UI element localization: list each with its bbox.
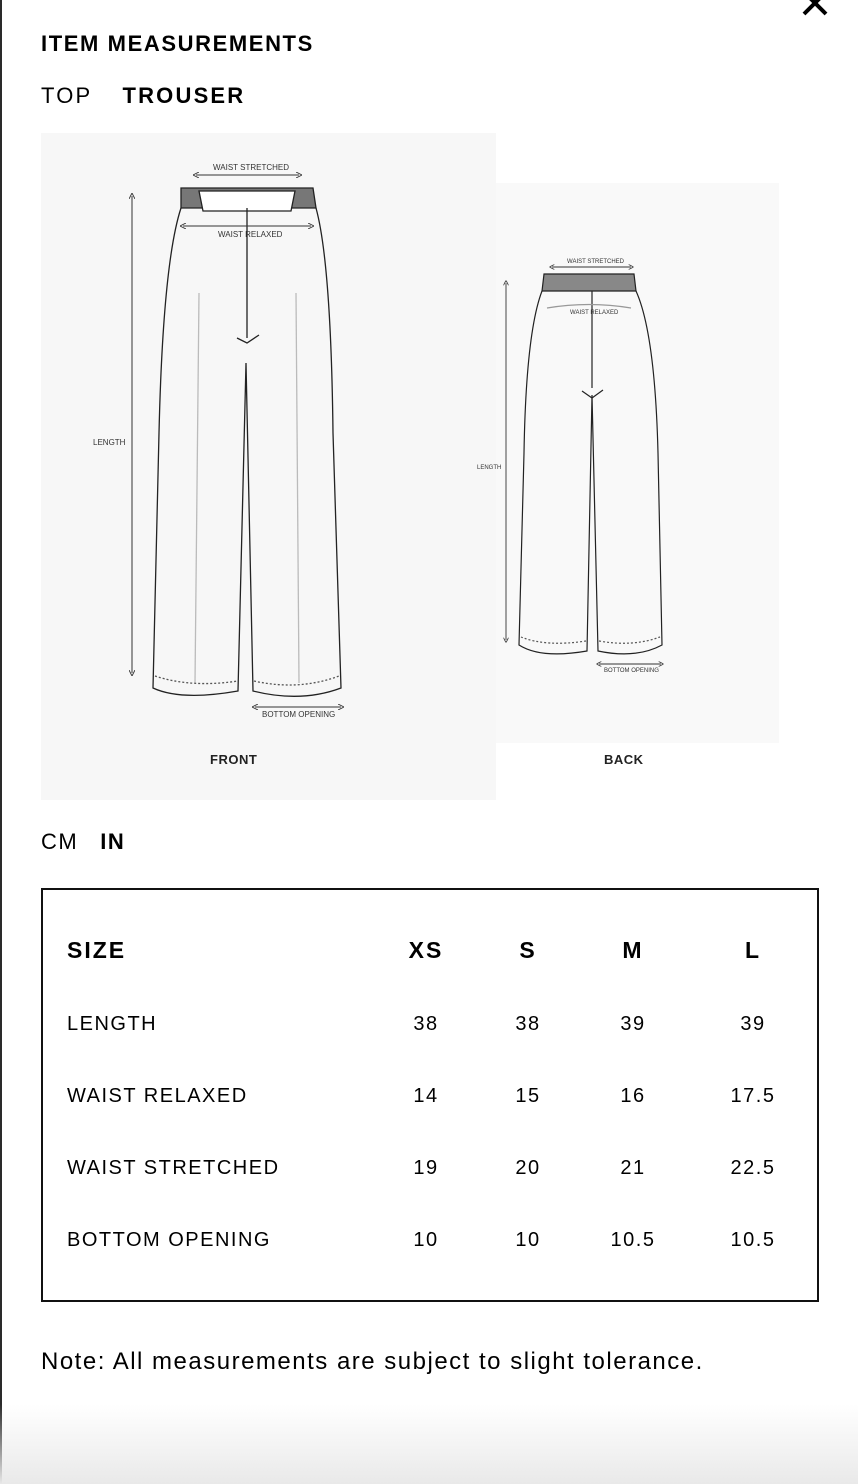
unit-cm[interactable]: CM xyxy=(41,829,79,854)
back-waist-relaxed-label: WAIST RELAXED xyxy=(570,310,619,316)
page-title: ITEM MEASUREMENTS xyxy=(41,31,314,56)
cell-value: 39 xyxy=(740,1013,766,1035)
row-label: BOTTOM OPENING xyxy=(67,1229,271,1251)
back-bottom-opening-label: BOTTOM OPENING xyxy=(604,668,659,674)
unit-toggle xyxy=(41,829,125,855)
front-length-label: LENGTH xyxy=(93,438,126,447)
unit-in[interactable]: IN xyxy=(100,829,126,854)
back-waist-stretched-label: WAIST STRETCHED xyxy=(567,259,625,265)
front-trouser-illustration xyxy=(153,188,341,696)
measurement-diagram xyxy=(41,133,781,800)
header-xs: XS xyxy=(408,937,444,963)
tab-trouser[interactable]: TROUSER xyxy=(122,83,246,108)
back-length-label: LENGTH xyxy=(477,465,502,471)
cell-value: 17.5 xyxy=(730,1085,776,1107)
cell-value: 15 xyxy=(515,1085,541,1107)
size-table xyxy=(41,888,819,1302)
table-row xyxy=(43,1148,817,1188)
table-row xyxy=(43,1004,817,1044)
cell-value: 38 xyxy=(515,1013,541,1035)
cell-value: 10 xyxy=(413,1229,439,1251)
cell-value: 38 xyxy=(413,1013,439,1035)
cell-value: 39 xyxy=(620,1013,646,1035)
table-header-row xyxy=(43,930,817,970)
row-label: WAIST RELAXED xyxy=(67,1085,248,1107)
cell-value: 10.5 xyxy=(610,1229,656,1251)
front-view-label: FRONT xyxy=(210,752,258,767)
header-size: SIZE xyxy=(67,937,127,963)
cell-value: 10 xyxy=(515,1229,541,1251)
row-label: WAIST STRETCHED xyxy=(67,1157,280,1179)
row-label: LENGTH xyxy=(67,1013,158,1035)
tab-top[interactable]: TOP xyxy=(41,83,93,108)
cell-value: 14 xyxy=(413,1085,439,1107)
tolerance-note: Note: All measurements are subject to slight tolerance. xyxy=(41,1348,704,1375)
cell-value: 19 xyxy=(413,1157,439,1179)
bottom-fade xyxy=(0,1404,858,1484)
cell-value: 20 xyxy=(515,1157,541,1179)
header-s: S xyxy=(519,937,537,963)
garment-tabs xyxy=(41,83,245,109)
front-bottom-opening-label: BOTTOM OPENING xyxy=(262,710,336,719)
back-view-label: BACK xyxy=(604,752,644,767)
header-l: L xyxy=(744,937,762,963)
close-icon xyxy=(798,0,832,20)
cell-value: 21 xyxy=(620,1157,646,1179)
header-m: M xyxy=(622,937,644,963)
table-row xyxy=(43,1220,817,1260)
back-trouser-illustration xyxy=(519,274,662,654)
close-button[interactable] xyxy=(798,0,832,20)
cell-value: 10.5 xyxy=(730,1229,776,1251)
cell-value: 22.5 xyxy=(730,1157,776,1179)
trouser-diagram-svg xyxy=(41,133,781,800)
table-row xyxy=(43,1076,817,1116)
cell-value: 16 xyxy=(620,1085,646,1107)
front-waist-relaxed-label: WAIST RELAXED xyxy=(218,230,283,239)
front-waist-stretched-label: WAIST STRETCHED xyxy=(213,163,290,172)
